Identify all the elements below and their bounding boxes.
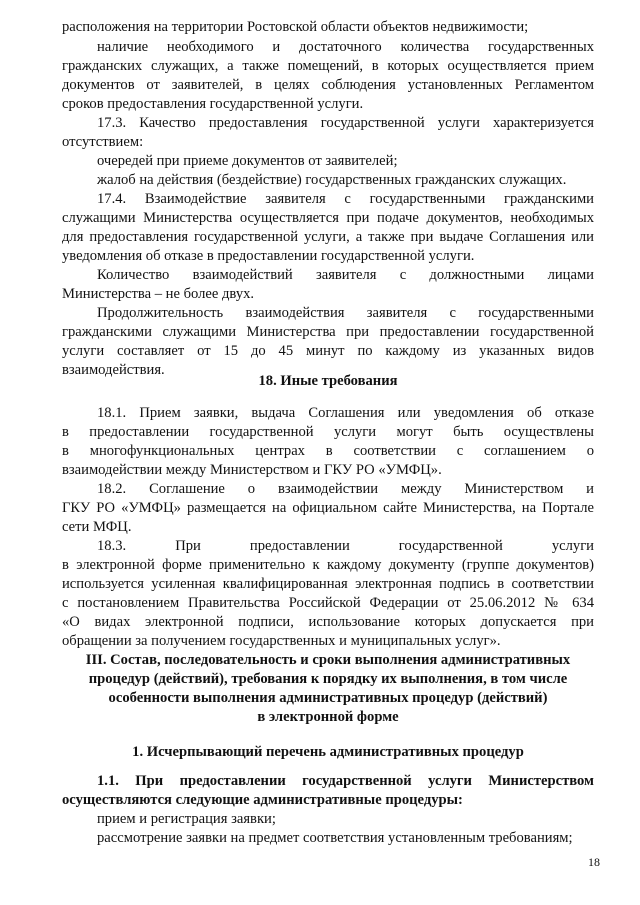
text-line: в многофункциональных центрах в соответствии с соглашением о [62, 443, 594, 459]
text-line: в предоставлении государственной услуги могут быть осуществлены [62, 424, 594, 440]
text-line: 18.3. При предоставлении государственной услуги [97, 538, 594, 554]
chapter-heading: III. Состав, последовательность и сроки выполнения административных [85, 652, 571, 668]
text-line: взаимодействии между Министерством и ГКУ РО «УМФЦ». [62, 462, 442, 478]
text-line: служащими Министерства осуществляется при подаче документов, необходимых [62, 210, 594, 226]
text-line: наличие необходимого и достаточного количества государственных [97, 39, 594, 55]
text-line: Количество взаимодействий заявителя с должностными лицами [97, 267, 594, 283]
text-line: с постановлением Правительства Российской Федерации от 25.06.2012 № 634 [62, 595, 594, 611]
text-line: жалоб на действия (бездействие) государственных гражданских служащих. [97, 172, 567, 188]
text-line: 17.3. Качество предоставления государственной услуги характеризуется [97, 115, 594, 131]
text-line: гражданскими служащими Министерства при предоставлении государственной [62, 324, 594, 340]
chapter-heading: в электронной форме [257, 709, 399, 725]
text-line: осуществляются следующие административные процедуры: [62, 792, 463, 808]
text-line: прием и регистрация заявки; [97, 811, 276, 827]
text-line: 18.2. Соглашение о взаимодействии между Министерством и [97, 481, 594, 497]
chapter-heading: процедур (действий), требования к порядку их выполнения, в том числе [88, 671, 568, 687]
chapter-heading: особенности выполнения административных процедур (действий) [108, 690, 548, 706]
text-line: 17.4. Взаимодействие заявителя с государственными гражданскими [97, 191, 594, 207]
text-line: для предоставления государственной услуги, а также при выдаче Соглашения или [62, 229, 594, 245]
page-number: 18 [588, 855, 600, 869]
text-line: сроков предоставления государственной услуги. [62, 96, 364, 112]
text-line: очередей при приеме документов от заявителей; [97, 153, 398, 169]
text-line: обращении за получением государственных и муниципальных услуг». [62, 633, 501, 649]
text-line: Продолжительность взаимодействия заявителя с государственными [97, 305, 594, 321]
text-line: услуги составляет от 15 до 45 минут по каждому из указанных видов [62, 343, 594, 359]
text-line: сети МФЦ. [62, 519, 132, 535]
text-line: рассмотрение заявки на предмет соответствия установленным требованиям; [97, 830, 573, 846]
text-line: в электронной форме применительно к каждому документу (группе документов) [62, 557, 594, 573]
text-line: отсутствием: [62, 134, 144, 150]
text-line: ГКУ РО «УМФЦ» размещается на официальном сайте Министерства, на Портале [62, 500, 594, 516]
text-line: 1.1. При предоставлении государственной услуги Министерством [97, 773, 594, 789]
section-heading: 18. Иные требования [258, 373, 398, 389]
text-line: гражданских служащих, а также помещений, в которых осуществляется прием [62, 58, 594, 74]
text-line: 18.1. Прием заявки, выдача Соглашения или уведомления об отказе [97, 405, 594, 421]
text-line: расположения на территории Ростовской области объектов недвижимости; [62, 19, 529, 35]
text-line: взаимодействия. [62, 362, 165, 378]
text-line: «О видах электронной подписи, использование которых допускается при [62, 614, 594, 630]
text-line: используется усиленная квалифицированная электронная подпись в соответствии [62, 576, 594, 592]
text-line: уведомления об отказе в предоставлении государственной услуги. [62, 248, 475, 264]
text-line: документов от заявителей, в целях соблюдения установленных Регламентом [62, 77, 594, 93]
text-line: Министерства – не более двух. [62, 286, 255, 302]
subsection-heading: 1. Исчерпывающий перечень административных процедур [132, 744, 524, 760]
